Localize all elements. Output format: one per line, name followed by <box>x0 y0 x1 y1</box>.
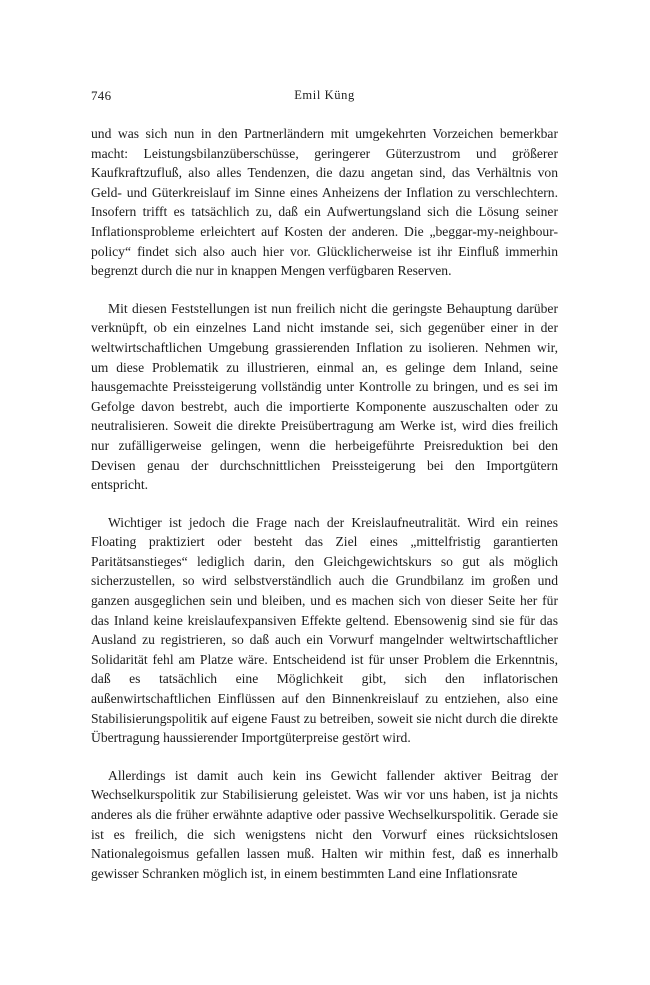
paragraph-continuation: und was sich nun in den Partnerländern mit umgekehrten Vorzeichen bemerkbar macht: Leistungsbilanzüberschüsse, geringerer Güterzustrom und größerer Kaufkraftzufluß, also alles Tendenzen, die dazu angetan sind, das Verhältnis von Geld- und Güterkreislauf im Sinne eines Anheizens der Inflation zu verschlechtern. Insofern trifft es tatsächlich zu, daß ein Aufwertungsland sich die Lösung seiner Inflationsprobleme erleichtert auf Kosten der anderen. Die „beggar-my-neighbour-policy“ findet sich also auch hier vor. Glücklicherweise ist ihr Einfluß immerhin begrenzt durch die nur in knappen Mengen verfügbaren Reserven. <box>91 126 558 279</box>
running-header <box>91 88 558 110</box>
paragraph: Wichtiger ist jedoch die Frage nach der Kreislaufneutralität. Wird ein reines Floating praktiziert oder besteht das Ziel eines „mittelfristig garantierten Paritätsanstieges“ lediglich darin, den Gleichgewichtskurs so gut als möglich sicherzustellen, so wird selbstverständlich auch die Grundbilanz im großen und ganzen ausgeglichen sein und bleiben, und es machen sich von dieser Seite her für das Inland keine kreislaufexpansiven Effekte geltend. Ebensowenig sind sie für das Ausland zu registrieren, so daß auch ein Vorwurf mangelnder weltwirtschaftlicher Solidarität fehl am Platze wäre. Entscheidend ist für unser Problem die Erkenntnis, daß es tatsächlich eine Möglichkeit gibt, sich den inflatorischen außenwirtschaftlichen Einflüssen auf den Binnenkreislauf zu entziehen, also eine Stabilisierungspolitik auf eigene Faust zu betreiben, soweit sie nicht durch die direkte Übertragung haussierender Importgüterpreise gestört wird. <box>91 514 558 746</box>
running-header-author: Emil Küng <box>294 88 355 102</box>
page-number: 746 <box>91 88 112 103</box>
body-text <box>91 124 558 883</box>
book-page <box>91 88 558 883</box>
paragraph: Mit diesen Feststellungen ist nun freilich nicht die geringste Behauptung darüber verknüpft, ob ein einzelnes Land nicht imstande sei, sich gegenüber einer in der weltwirtschaftlichen Umgebung grassierenden Inflation zu isolieren. Nehmen wir, um diese Problematik zu illustrieren, einmal an, es gelinge dem Inland, seine hausgemachte Preissteigerung vollständig unter Kontrolle zu bringen, und es sei im Gefolge davon bestrebt, auch die importierte Komponente auszuschalten oder zu neutralisieren. Soweit die direkte Preisübertragung am Werke ist, wird dies freilich nur zufälligerweise gelingen, wenn die herbeigeführte Preisreduktion bei den Devisen genau der durchschnittlichen Preissteigerung bei den Importgütern entspricht. <box>91 300 558 493</box>
paragraph: Allerdings ist damit auch kein ins Gewicht fallender aktiver Beitrag der Wechselkurspolitik zur Stabilisierung geleistet. Was wir vor uns haben, ist ja nichts anderes als die früher erwähnte adaptive oder passive Wechselkurspolitik. Gerade sie ist es freilich, die sich wenigstens nicht den Vorwurf eines rücksichtslosen Nationalegoismus gefallen lassen muß. Halten wir mithin fest, daß es innerhalb gewisser Schranken möglich ist, in einem bestimmten Land eine Inflationsrate <box>91 767 558 881</box>
